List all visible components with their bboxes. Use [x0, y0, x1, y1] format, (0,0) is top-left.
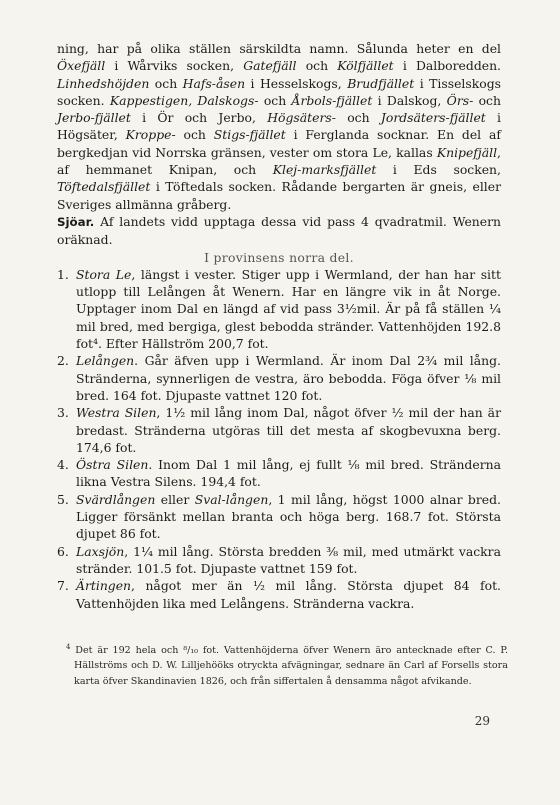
place-name: Brudfjället	[347, 75, 415, 91]
text-run: i Töftedals socken. Rådande bergarten är gneis, eller Sveriges allmänna gråberg.	[57, 179, 501, 212]
footnote-text: Det är 192 hela och ⁸/₁₀ fot. Vattenhöjderna öfver Wenern äro antecknade efter C. P. Hällströms och D. W. Lilljehööks otryckta afvägningar, sednare än Carl af Forsells stora karta öfver Skandinavien 1826, och från siffertalen å densamma något afvikande.	[70, 644, 508, 687]
text-run: i Dalskog,	[372, 92, 447, 108]
place-name: Gatefjäll	[243, 58, 297, 74]
list-item	[57, 491, 501, 543]
main-text	[57, 40, 501, 612]
text-run: ning, har på olika ställen särskildta namn. Sålunda heter en del	[57, 41, 501, 56]
page-number: 29	[474, 714, 490, 728]
lake-description: , något mer än ½ mil lång. Största djupet 84 fot. Vattenhöjden lika med Lelångens. Stränderna vackra.	[76, 578, 501, 611]
lake-description: eller	[155, 491, 195, 507]
place-name: Jordsäters-fjället	[380, 110, 486, 126]
lake-name: Laxsjön	[76, 543, 125, 559]
place-name: Klej-marksfjället	[272, 162, 377, 178]
text-run: i Ör och Jerbo,	[130, 110, 268, 126]
section-text: Af landets vidd upptaga dessa vid pass 4 qvadratmil. Wenern oräknad.	[57, 213, 501, 248]
place-name: Årbols-fjället	[291, 92, 373, 108]
item-number: 1.	[57, 266, 69, 282]
place-name: Kroppe-	[125, 127, 176, 143]
text-run: i Ferglanda socknar. En del af bergkedjan vid Norrska gränsen, vester om stora Le, kallas	[57, 127, 501, 160]
lake-list	[57, 266, 501, 612]
lake-name: Lelången	[76, 353, 135, 369]
list-item	[57, 577, 501, 612]
place-name: Kölfjället	[337, 58, 394, 74]
place-name: Knipefjäll	[436, 144, 498, 160]
list-item	[57, 404, 501, 456]
item-number: 2.	[57, 353, 69, 369]
lake-description: , längst i vester. Stiger upp i Wermland, der han har sitt utlopp till Lelången åt Wenern. Har en längre vik in åt Norge. Upptager inom Dal en längd af vid pass 3½mil. Är på få ställen ¼ mil bred, med bergiga, glest bebodda stränder. Vattenhöjden 192.8 fot⁴. Efter Hällström 200,7 fot.	[76, 266, 501, 352]
text-run: i Eds socken,	[376, 162, 501, 178]
lake-description: , 1 mil lång, högst 1000 alnar bred. Ligger försänkt mellan branta och höga berg. 168.7 fot. Största djupet 86 fot.	[76, 491, 501, 542]
lake-name: Östra Silen	[76, 457, 149, 473]
place-name: Linhedshöjden	[57, 75, 150, 91]
place-name: Jerbo-fjället	[57, 110, 131, 126]
place-name: Kappestigen, Dalskogs-	[109, 92, 259, 108]
list-item	[57, 266, 501, 352]
lake-alt-name: Sval-lången	[194, 491, 269, 507]
footnote	[66, 640, 508, 690]
text-run: och	[149, 75, 183, 91]
text-run: i Dalboredden.	[393, 58, 501, 74]
item-number: 3.	[57, 405, 69, 421]
item-number: 6.	[57, 543, 69, 559]
list-item	[57, 456, 501, 491]
text-run: och	[258, 92, 292, 108]
text-run: och	[175, 127, 214, 143]
text-run: , af hemmanet Knipan, och	[57, 144, 501, 178]
place-name: Stigs-fjället	[213, 127, 286, 143]
place-name: Örs-	[446, 92, 474, 108]
place-name: Hafs-åsen	[182, 75, 246, 91]
lake-name: Westra Silen	[76, 405, 157, 421]
text-run: i Tisselskogs socken.	[57, 75, 501, 108]
place-name: Högsäters-	[267, 110, 336, 126]
text-run: i Hesselskogs,	[245, 75, 348, 91]
text-run: i Wårviks socken,	[105, 58, 244, 74]
lake-name: Svärdlången	[76, 491, 156, 507]
place-name: Öxefjäll	[57, 58, 106, 74]
text-run: och	[473, 92, 501, 108]
footnote-marker: 4	[66, 642, 71, 651]
text-run: och	[296, 58, 338, 74]
section-heading: Sjöar.	[57, 214, 95, 229]
lake-description: , 1¼ mil lång. Största bredden ⅜ mil, med utmärkt vackra stränder. 101.5 fot. Djupaste vattnet 159 fot.	[76, 543, 501, 576]
lake-name: Stora Le	[76, 266, 132, 282]
lake-name: Ärtingen	[76, 578, 132, 594]
region-subheading: I provinsens norra del.	[204, 249, 354, 265]
item-number: 4.	[57, 457, 69, 473]
item-number: 7.	[57, 578, 69, 594]
text-run: i Högsäter,	[57, 110, 502, 143]
lakes-section-intro	[57, 213, 501, 249]
item-number: 5.	[57, 491, 69, 507]
lake-description: . Går äfven upp i Wermland. Är inom Dal 2¾ mil lång. Stränderna, synnerligen de vestra, äro bebodda. Föga öfver ⅛ mil bred. 164 fot. Djupaste vattnet 120 fot.	[76, 353, 501, 403]
intro-paragraph	[57, 40, 501, 213]
text-run: och	[335, 110, 381, 126]
lake-description: . Inom Dal 1 mil lång, ej fullt ⅛ mil bred. Stränderna likna Vestra Silens. 194,4 fot.	[76, 457, 501, 490]
lake-description: , 1½ mil lång inom Dal, något öfver ½ mil der han är bredast. Stränderna utgöras till det mesta af skogbevuxna berg. 174,6 fot.	[76, 405, 501, 455]
place-name: Töftedalsfjället	[57, 179, 151, 195]
list-item	[57, 352, 501, 404]
list-item	[57, 543, 501, 578]
